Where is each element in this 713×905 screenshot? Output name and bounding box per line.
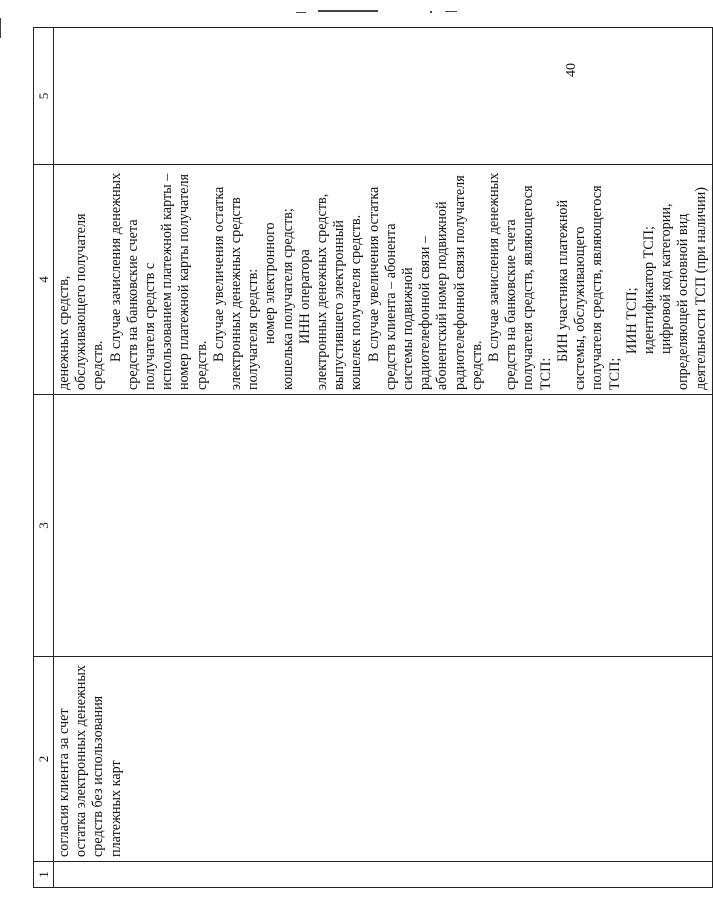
cell-col5 <box>54 28 713 165</box>
paragraph: денежных средств, обслуживающего получателя средств. <box>56 213 107 390</box>
scan-artifact-dash <box>296 12 306 13</box>
table-header-row <box>34 28 54 888</box>
paragraph: В случае зачисления денежных средств на банковские счета получателя средств с использованием платежной карты – номер платежной карты получателя средств. <box>107 172 210 390</box>
paragraph: В случае зачисления денежных средств на банковские счета получателя средств, являющегося ТСП: <box>486 172 554 390</box>
page-number: 40 <box>564 63 579 77</box>
cell-col3 <box>54 395 713 657</box>
paragraph: ИНН оператора электронных денежных средств, выпустившего электронный кошелек получателя средств. <box>296 193 365 390</box>
cell-col2: согласия клиента за счет остатка электронных денежных средств без использования платежных карт <box>54 657 713 862</box>
table-row <box>54 28 713 888</box>
paragraph: идентификатор ТСП; <box>640 226 657 354</box>
paragraph: В случае увеличения остатка средств клиента – абонента системы подвижной радиотелефонной связи – абонентский номер подвижной радиотелефонной связи получателя средств. <box>365 175 485 390</box>
scan-artifact-dash <box>445 11 457 12</box>
paragraph: цифровой код категории, определяющей основной вид деятельности ТСП (при наличии) <box>658 187 709 390</box>
header-cell: 5 <box>34 28 54 165</box>
document-table <box>33 27 713 888</box>
paragraph: ИИН ТСП; <box>623 287 640 354</box>
paragraph: БИН участника платежной системы, обслуживающего получателя средств, являющегося ТСП; <box>554 185 623 390</box>
header-cell: 2 <box>34 657 54 862</box>
cell-col1 <box>54 862 713 888</box>
scan-artifact-line <box>318 10 378 12</box>
header-cell: 3 <box>34 395 54 657</box>
paragraph: В случае увеличения остатка электронных денежных средств получателя средств: <box>210 186 262 390</box>
paragraph: номер электронного кошелька получателя средств; <box>262 208 296 390</box>
header-cell: 1 <box>34 862 54 888</box>
cell-col4 <box>54 165 713 395</box>
scan-artifact-dot <box>430 11 432 13</box>
header-cell: 4 <box>34 165 54 395</box>
scan-artifact-edge <box>0 18 1 38</box>
